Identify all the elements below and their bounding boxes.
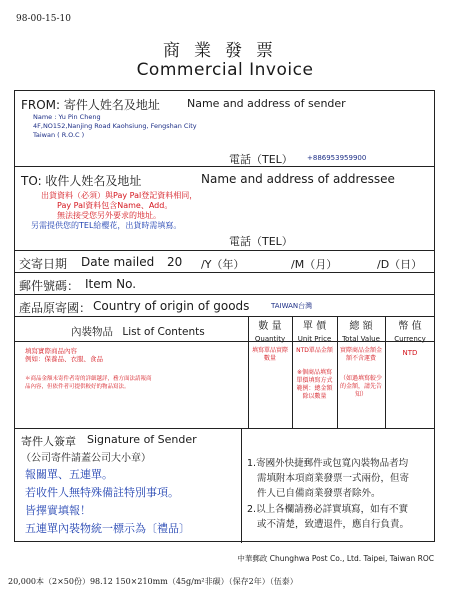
currency-en: Currency — [394, 335, 426, 343]
notes-line3: 件人已自備商業發票者除外。 — [257, 488, 381, 499]
date-label: 交寄日期 — [19, 257, 68, 271]
unit-price-note2: ※個商品填寫單價填寫方式範例：總金額除以數量 — [296, 369, 333, 400]
sender-address[interactable]: 4F,NO152,Nanjing Road Kaohsiung, Fengshan City — [33, 122, 197, 130]
contents-header-en: List of Contents — [122, 326, 205, 338]
contents-note-b2: 品內容，但依件者可提供較好的物品寫法。 — [25, 384, 130, 390]
sender-note-line2: 若收件人無特殊備註特別事項。 — [25, 486, 179, 499]
to-note-line1: 出貨資料（必須）與Pay Pal登記資料相同， — [41, 191, 198, 200]
sender-section — [15, 429, 434, 543]
publisher-line: 中華郵政 Chunghwa Post Co., Ltd. Taipei, Taiwan ROC — [237, 554, 434, 563]
date-year-prefix[interactable]: 20 — [167, 255, 183, 269]
contents-note-b1: ＊商品金額未寄件者寄的詳細越詳，務方面法請報商 — [25, 376, 152, 382]
quantity-note: 填寫單品實際數量 — [251, 347, 288, 362]
sender-note-line3: 皆擇實填報！ — [25, 504, 91, 517]
item-row — [15, 273, 434, 295]
total-cn: 總 額 — [349, 321, 373, 332]
notes-line5: 或不清楚，致遭退件，應自行負責。 — [257, 519, 410, 530]
total-value-note: 實際商品金額金額不含運費 — [340, 347, 383, 362]
total-value-header — [337, 321, 385, 345]
to-note-line2: Pay Pal資料包含Name、Add。 — [57, 201, 173, 210]
form-code: 98-00-15-10 — [16, 14, 71, 24]
date-row — [15, 251, 434, 273]
sender-tel-value[interactable]: +886953959900 — [307, 154, 367, 162]
addressee-tel-label[interactable]: 電話（TEL） — [229, 235, 293, 248]
contents-note-a2: 例如：保養品、衣服、食品 — [25, 355, 103, 363]
currency-note: NTD — [402, 349, 418, 357]
sender-note-line4: 五連單內裝物統一標示為〔禮品〕 — [25, 522, 190, 535]
sender-note-line1: 報關單、五連單。 — [25, 468, 113, 481]
unit-price-en: Unit Price — [297, 335, 332, 343]
company-stamp-note: （公司寄件請蓋公司大小章） — [21, 453, 151, 464]
currency-cn: 幣 值 — [398, 321, 422, 332]
title-chinese: 商業發票 — [163, 41, 287, 61]
quantity-en: Quantity — [254, 335, 286, 343]
from-label-en: Name and address of sender — [187, 97, 346, 110]
invoice-form — [14, 90, 435, 542]
unit-price-note: NTD單品金額 — [296, 347, 333, 354]
item-label-en: Item No. — [85, 277, 137, 291]
date-year: /Y（年） — [201, 258, 245, 271]
to-label-en: Name and address of addressee — [201, 172, 395, 186]
notes-line4: 2.以上各欄請務必詳實填寫，如有不實 — [247, 504, 409, 515]
to-section — [15, 167, 434, 251]
date-label-en: Date mailed — [81, 255, 155, 269]
to-label: TO: 收件人姓名及地址 — [21, 174, 142, 188]
contents-header-cn: 內裝物品 — [71, 326, 113, 338]
origin-label-en: Country of origin of goods — [93, 299, 250, 313]
sender-name[interactable]: Name : Yu Pin Cheng — [33, 113, 101, 121]
origin-value[interactable]: TAIWAN台灣 — [271, 302, 313, 310]
total-value-note2: （如過填寫較少的金額，請先告知） — [340, 375, 383, 398]
origin-label: 產品原寄國： — [19, 301, 92, 315]
title-english: Commercial Invoice — [136, 60, 314, 80]
notes-line1: 1.寄國外快捷郵件或包寬內裝物品者均 — [247, 458, 409, 469]
date-day: /D（日） — [377, 258, 423, 271]
from-section — [15, 91, 434, 167]
origin-row — [15, 295, 434, 317]
contents-table — [15, 317, 434, 429]
contents-header — [71, 324, 205, 339]
sender-tel-label: 電話（TEL） — [229, 153, 293, 166]
signature-label-en: Signature of Sender — [87, 433, 197, 446]
contents-note-a1: 填寫實際商品內容 — [25, 347, 77, 355]
from-label: FROM: 寄件人姓名及地址 — [21, 98, 160, 112]
to-note-line3: 無法接受您另外要求的地址。 — [57, 211, 161, 220]
total-en: Total Value — [342, 335, 380, 343]
print-info: 20,000本（2×50份）98.12 150×210mm（45g/m²非碳）（保存2年）（伍泰） — [8, 577, 298, 586]
quantity-header — [248, 321, 292, 345]
sender-country[interactable]: Taiwan ( R.O.C ) — [33, 131, 85, 139]
to-note-line4: 另需提供您的TEL給櫻花，出貨時需填寫。 — [31, 221, 182, 230]
unit-price-header — [292, 321, 337, 345]
date-month: /M（月） — [291, 258, 338, 271]
signature-label: 寄件人簽章 — [21, 435, 76, 448]
currency-header — [385, 321, 435, 345]
quantity-cn: 數 量 — [258, 321, 282, 332]
notes-line2: 需填附本項商業發票一式兩份，但寄 — [257, 473, 410, 484]
item-label: 郵件號碼： — [19, 279, 80, 293]
unit-price-cn: 單 價 — [302, 321, 327, 332]
